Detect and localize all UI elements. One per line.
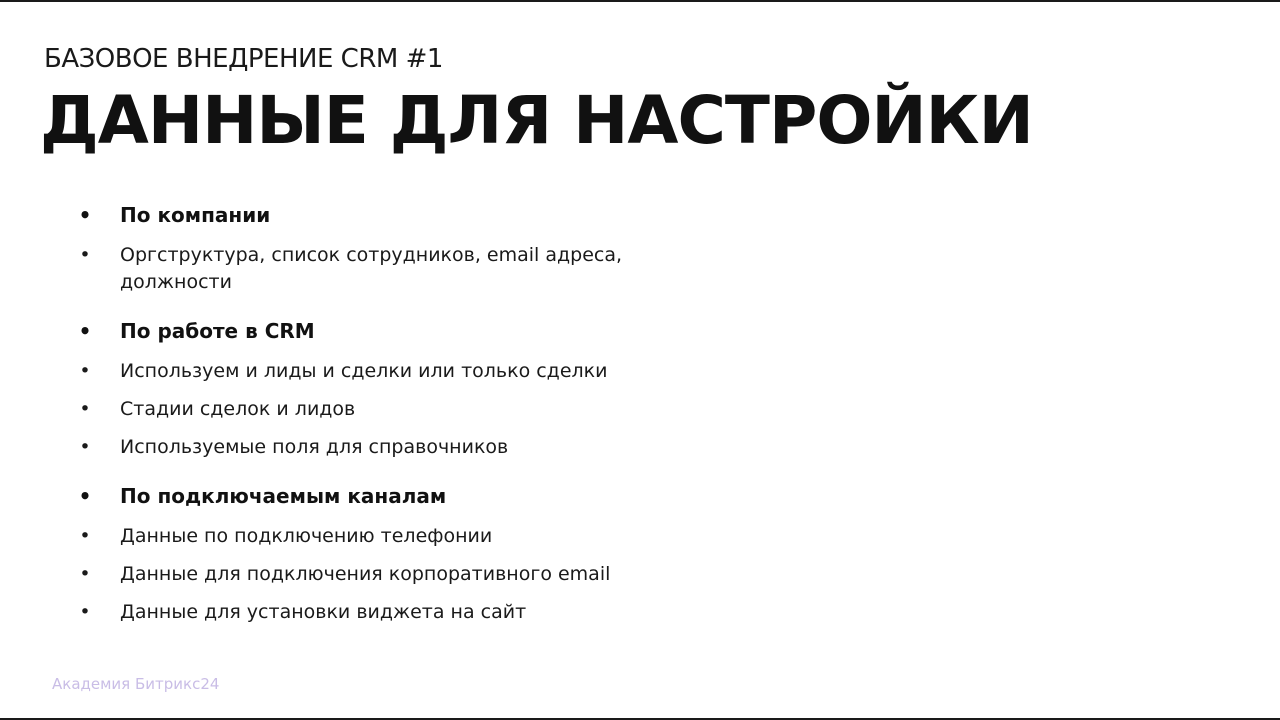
list-item-text: Оргструктура, список сотрудников, email адреса, должности [120, 244, 623, 293]
list-item [78, 523, 698, 550]
list-item [78, 483, 698, 510]
list-item-text: Данные по подключению телефонии [120, 525, 493, 547]
list-item [78, 242, 698, 296]
bullet-icon: • [78, 319, 92, 343]
watermark-logo-text: Академия Битрикс24 [52, 675, 220, 693]
list-item-text: Данные для подключения корпоративного email [120, 563, 611, 585]
bullet-icon: • [79, 360, 91, 382]
slide-supertitle: БАЗОВОЕ ВНЕДРЕНИЕ CRM #1 [44, 44, 443, 74]
list-item [78, 202, 698, 229]
list-item [78, 434, 698, 461]
list-item-text: По работе в CRM [120, 319, 315, 343]
list-item-text: Используем и лиды и сделки или только сделки [120, 360, 608, 382]
bullet-icon: • [79, 525, 91, 547]
list-item-text: По компании [120, 203, 271, 227]
bullet-icon: • [79, 436, 91, 458]
list-item [78, 358, 698, 385]
list-item [78, 396, 698, 423]
list-item [78, 318, 698, 345]
list-item-text: Стадии сделок и лидов [120, 398, 356, 420]
list-item-text: Данные для установки виджета на сайт [120, 601, 527, 623]
bullet-icon: • [79, 244, 91, 266]
list-item-text: По подключаемым каналам [120, 484, 447, 508]
list-item [78, 599, 698, 626]
list-item [78, 561, 698, 588]
bullet-icon: • [79, 563, 91, 585]
bullet-icon: • [79, 398, 91, 420]
bullet-icon: • [78, 203, 92, 227]
list-item-text: Используемые поля для справочников [120, 436, 509, 458]
bullet-list [78, 202, 698, 626]
bullet-icon: • [79, 601, 91, 623]
slide-title: ДАННЫЕ ДЛЯ НАСТРОЙКИ [40, 82, 1033, 159]
bullet-icon: • [78, 484, 92, 508]
